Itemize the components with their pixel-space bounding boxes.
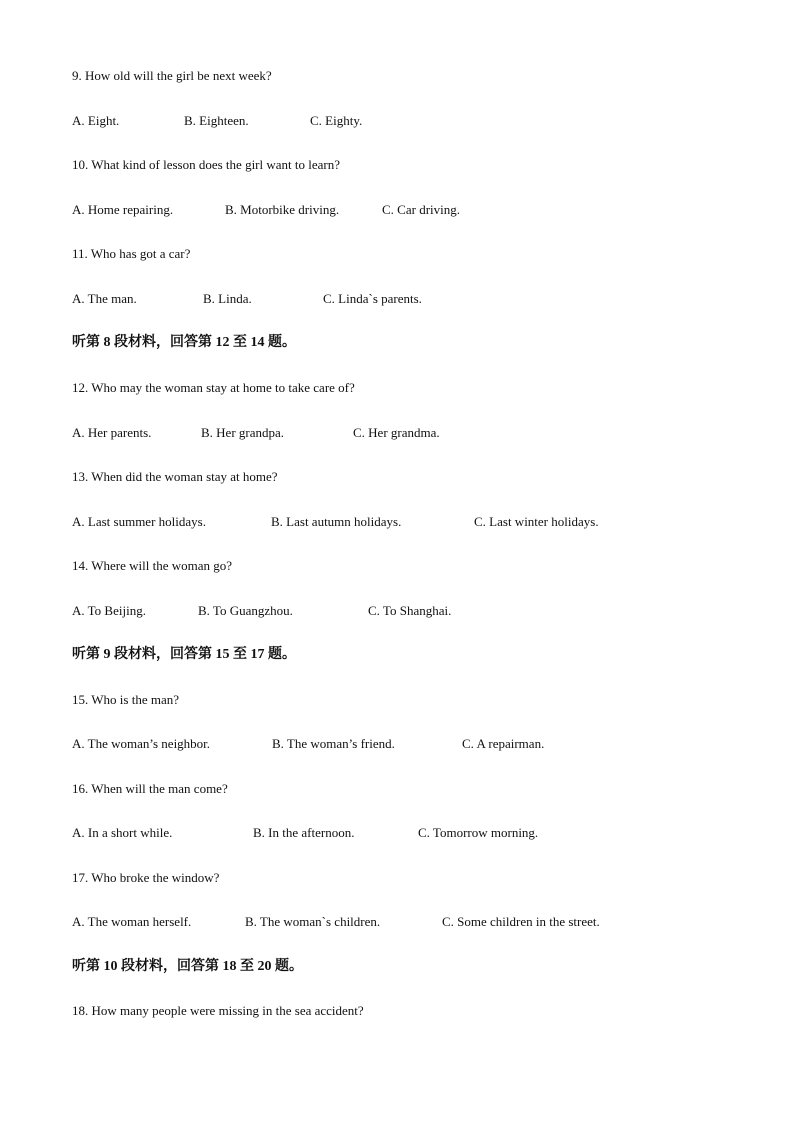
option-a: A. In a short while. xyxy=(72,825,173,840)
question-15: 15. Who is the man? xyxy=(72,692,179,707)
question-13: 13. When did the woman stay at home? xyxy=(72,469,278,484)
question-12: 12. Who may the woman stay at home to take care of? xyxy=(72,380,355,395)
option-a: A. The man. xyxy=(72,291,137,306)
option-c: C. Linda`s parents. xyxy=(323,291,422,306)
option-a: A. Her parents. xyxy=(72,425,152,440)
question-10: 10. What kind of lesson does the girl want to learn? xyxy=(72,157,341,172)
option-c: C. Some children in the street. xyxy=(442,914,600,929)
option-a: A. The woman’s neighbor. xyxy=(72,736,211,751)
option-c: C. Last winter holidays. xyxy=(474,514,599,529)
option-b: B. Her grandpa. xyxy=(201,425,285,440)
section-heading-9: 听第 9 段材料，回答第 15 至 17 题。 xyxy=(72,647,296,662)
option-a: A. The woman herself. xyxy=(72,914,192,929)
option-c: C. Eighty. xyxy=(310,113,363,128)
option-b: B. In the afternoon. xyxy=(253,825,355,840)
option-b: B. Last autumn holidays. xyxy=(271,514,402,529)
option-a: A. Eight. xyxy=(72,113,120,128)
option-b: B. Eighteen. xyxy=(184,113,249,128)
option-c: C. Car driving. xyxy=(382,202,460,217)
option-c: C. A repairman. xyxy=(462,736,545,751)
option-b: B. The woman’s friend. xyxy=(272,736,395,751)
question-9: 9. How old will the girl be next week? xyxy=(72,68,272,83)
section-heading-10: 听第 10 段材料，回答第 18 至 20 题。 xyxy=(72,959,303,974)
option-a: A. Home repairing. xyxy=(72,202,174,217)
question-17: 17. Who broke the window? xyxy=(72,870,220,885)
section-heading-8: 听第 8 段材料，回答第 12 至 14 题。 xyxy=(72,335,296,350)
option-b: B. Linda. xyxy=(203,291,252,306)
option-b: B. Motorbike driving. xyxy=(225,202,340,217)
option-b: B. To Guangzhou. xyxy=(198,603,293,618)
question-18: 18. How many people were missing in the sea accident? xyxy=(72,1003,364,1018)
question-14: 14. Where will the woman go? xyxy=(72,558,233,573)
option-a: A. Last summer holidays. xyxy=(72,514,206,529)
option-a: A. To Beijing. xyxy=(72,603,146,618)
option-c: C. Her grandma. xyxy=(353,425,440,440)
option-c: C. To Shanghai. xyxy=(368,603,452,618)
option-c: C. Tomorrow morning. xyxy=(418,825,539,840)
question-11: 11. Who has got a car? xyxy=(72,246,191,261)
option-b: B. The woman`s children. xyxy=(245,914,381,929)
question-16: 16. When will the man come? xyxy=(72,781,228,796)
